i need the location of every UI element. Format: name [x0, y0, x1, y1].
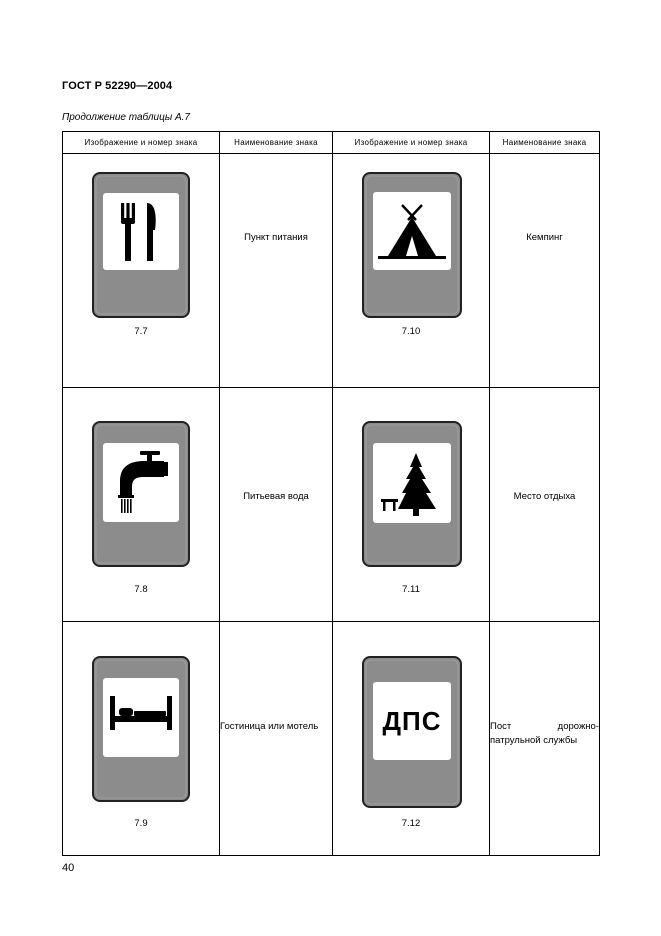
- table-row: [63, 154, 600, 388]
- fork-knife-icon: [92, 172, 190, 318]
- dps-sign: [362, 656, 462, 808]
- page-number: 40: [62, 862, 75, 874]
- sign-image-cell: [63, 388, 220, 622]
- sign-number: 7.9: [134, 818, 148, 829]
- table-caption: Продолжение таблицы А.7: [62, 112, 190, 123]
- table-row: [63, 622, 600, 856]
- sign-number: 7.11: [402, 584, 420, 595]
- sign-image-cell: [63, 154, 220, 388]
- tree-bench-icon: [362, 421, 462, 567]
- sign-number: 7.10: [401, 326, 421, 337]
- sign-name: Питьевая вода: [243, 491, 309, 502]
- sign-name: Пост дорожно-патрульной службы: [490, 721, 599, 746]
- sign-number: 7.12: [401, 818, 421, 829]
- table-row: [63, 388, 600, 622]
- column-header: Изображение и номер знака: [333, 132, 490, 154]
- dps-text-icon: ДПС: [382, 705, 442, 736]
- sign-name: Пункт питания: [244, 232, 308, 243]
- sign-number: 7.8: [134, 584, 148, 595]
- sign-name-cell: [490, 154, 600, 388]
- sign-name-cell: [220, 388, 333, 622]
- sign-name-cell: [220, 622, 333, 856]
- sign-name: Место отдыха: [513, 491, 576, 502]
- sign-name: Кемпинг: [526, 232, 563, 243]
- sign-name: Гостиница или мотель: [220, 721, 319, 732]
- sign-image-cell: [333, 388, 490, 622]
- column-header: Изображение и номер знака: [63, 132, 220, 154]
- water-tap-icon: [92, 421, 190, 567]
- tent-icon: [362, 172, 462, 318]
- sign-image-cell: [63, 622, 220, 856]
- signs-table: [62, 131, 600, 856]
- sign-image-cell: [333, 154, 490, 388]
- sign-name-cell: [490, 388, 600, 622]
- sign-number: 7.7: [134, 326, 148, 337]
- sign-name-cell: [490, 622, 600, 856]
- sign-image-cell: [333, 622, 490, 856]
- column-header: Наименование знака: [220, 132, 333, 154]
- sign-name-cell: [220, 154, 333, 388]
- table-header-row: [63, 132, 600, 154]
- column-header: Наименование знака: [490, 132, 600, 154]
- bed-icon: [92, 656, 190, 802]
- document-header: ГОСТ Р 52290—2004: [62, 80, 173, 92]
